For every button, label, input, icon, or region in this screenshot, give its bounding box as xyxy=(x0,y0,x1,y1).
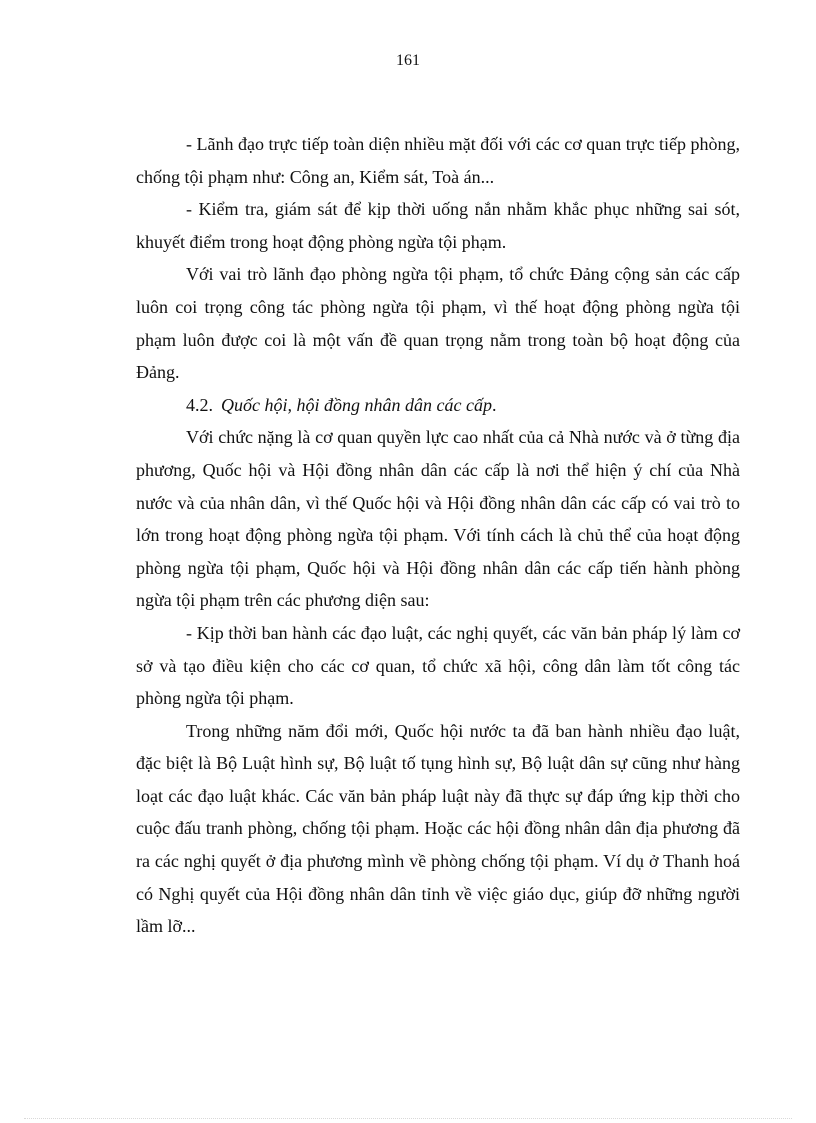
paragraph-inspection: - Kiểm tra, giám sát để kịp thời uống nắn nhằm khắc phục những sai sót, khuyết điểm trong hoạt động phòng ngừa tội phạm. xyxy=(136,199,740,252)
paragraph-legislation: - Kịp thời ban hành các đạo luật, các nghị quyết, các văn bản pháp lý làm cơ sở và tạo điều kiện cho các cơ quan, tổ chức xã hội, công dân làm tốt công tác phòng ngừa tội phạm. xyxy=(136,622,740,709)
section-title: Quốc hội, hội đồng nhân dân các cấp xyxy=(221,394,492,415)
section-number: 4.2. xyxy=(186,394,213,415)
paragraph-leadership: - Lãnh đạo trực tiếp toàn diện nhiều mặt đối với các cơ quan trực tiếp phòng, chống tội phạm như: Công an, Kiểm sát, Toà án... xyxy=(136,134,740,187)
section-title-period: . xyxy=(491,394,497,415)
paragraph-party-role: Với vai trò lãnh đạo phòng ngừa tội phạm, tổ chức Đảng cộng sản các cấp luôn coi trọng công tác phòng ngừa tội phạm, vì thế hoạt động phòng ngừa tội phạm luôn được coi là một vấn đề quan trọng nằm trong toàn bộ hoạt động của Đảng. xyxy=(136,264,740,383)
page-number: 161 xyxy=(396,52,420,69)
paragraph-assembly-function: Với chức nặng là cơ quan quyền lực cao nhất của cả Nhà nước và ở từng địa phương, Quốc hội và Hội đồng nhân dân các cấp là nơi thể hiện ý chí của Nhà nước và của nhân dân, vì thế Quốc hội và Hội đồng nhân dân các cấp có vai trò to lớn trong hoạt động phòng ngừa tội phạm. Với tính cách là chủ thể của hoạt động phòng ngừa tội phạm, Quốc hội và Hội đồng nhân dân các cấp tiến hành phòng ngừa tội phạm trên các phương diện sau: xyxy=(136,427,740,611)
footer-divider xyxy=(24,1118,792,1119)
document-body xyxy=(136,128,740,943)
section-heading xyxy=(136,389,740,422)
paragraph-reform-laws: Trong những năm đổi mới, Quốc hội nước ta đã ban hành nhiều đạo luật, đặc biệt là Bộ Luật hình sự, Bộ luật tố tụng hình sự, Bộ luật dân sự cũng như hàng loạt các đạo luật khác. Các văn bản pháp luật này đã thực sự đáp ứng kịp thời cho cuộc đấu tranh phòng, chống tội phạm. Hoặc các hội đồng nhân dân địa phương đã ra các nghị quyết ở địa phương mình về phòng chống tội phạm. Ví dụ ở Thanh hoá có Nghị quyết của Hội đồng nhân dân tỉnh về việc giáo dục, giúp đỡ những người lầm lỡ... xyxy=(136,720,740,937)
